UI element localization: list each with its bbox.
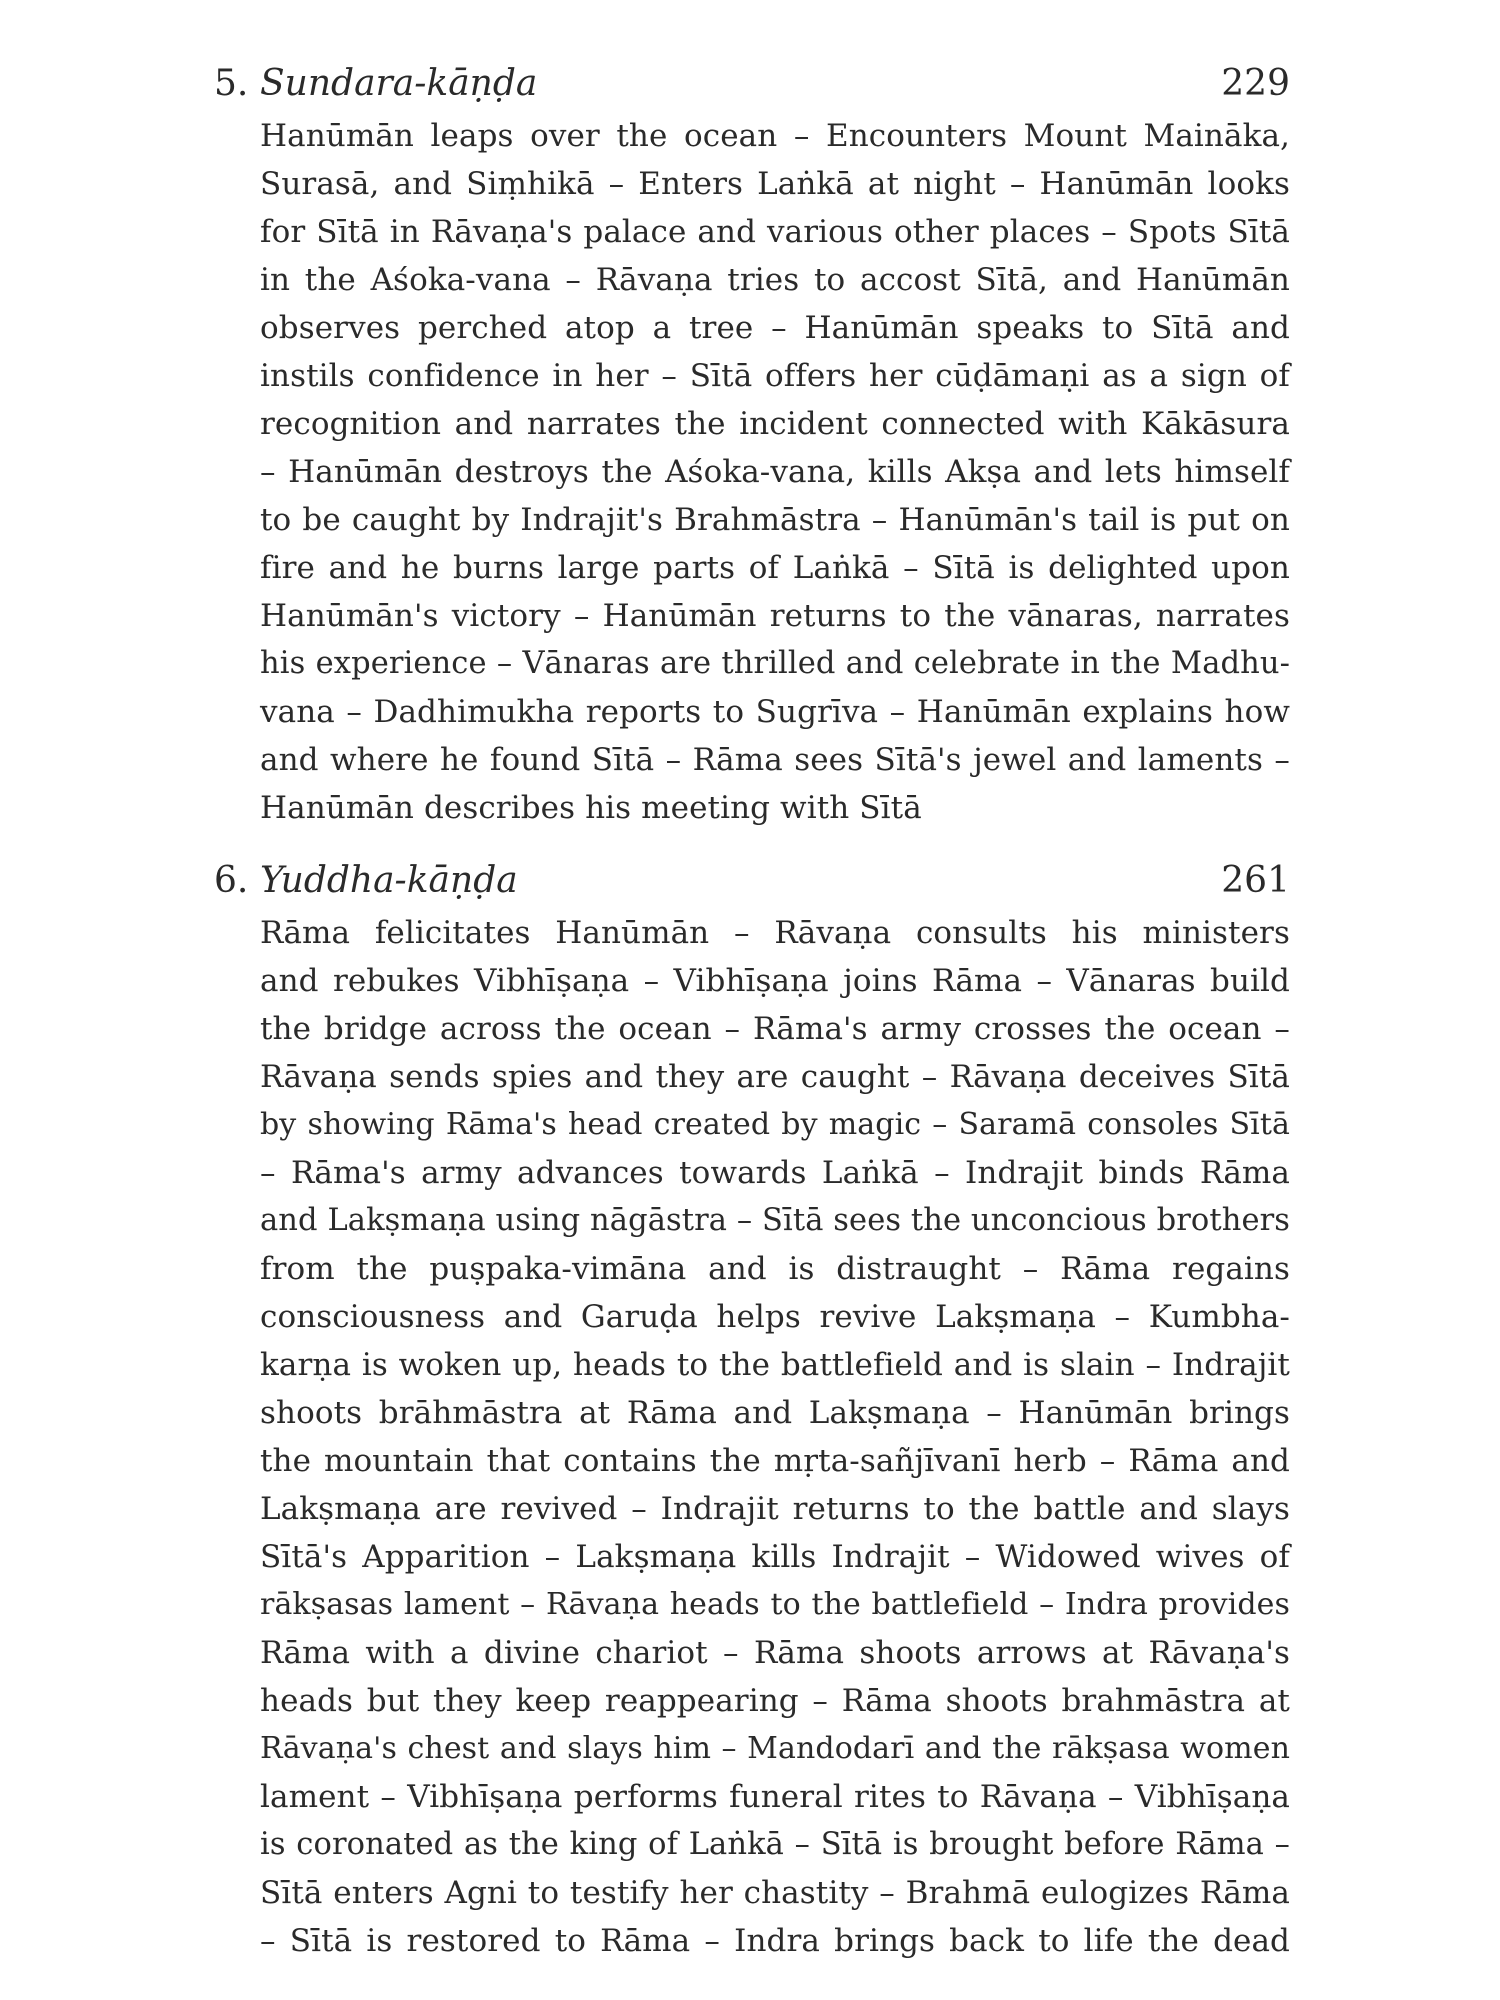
summary-line: the bridge across the ocean – Rāma's army crosses the ocean – [260,1011,1290,1047]
section-title: Sundara-kāṇḍa [260,63,538,104]
summary-line: recognition and narrates the incident connected with Kākāsura [260,406,1290,442]
summary-line: for Sītā in Rāvaṇa's palace and various other places – Spots Sītā [260,214,1290,250]
summary-line: – Hanūmān destroys the Aśoka-vana, kills Akṣa and lets himself [260,454,1290,490]
summary-line: to be caught by Indrajit's Brahmāstra – Hanūmān's tail is put on [260,502,1290,538]
summary-line: Hanūmān describes his meeting with Sītā [260,790,922,826]
summary-line: Sītā enters Agni to testify her chastity – Brahmā eulogizes Rāma [260,1875,1290,1911]
summary-line: and rebukes Vibhīṣaṇa – Vibhīṣaṇa joins Rāma – Vānaras build [260,963,1290,999]
summary-line: the mountain that contains the mṛta-sañjīvanī herb – Rāma and [260,1443,1290,1479]
summary-line: Rāvaṇa's chest and slays him – Mandodarī and the rākṣasa women [260,1731,1290,1766]
summary-line: Rāma with a divine chariot – Rāma shoots arrows at Rāvaṇa's [260,1635,1290,1671]
summary-line: rākṣasas lament – Rāvaṇa heads to the battlefield – Indra provides [260,1587,1290,1622]
summary-line: observes perched atop a tree – Hanūmān speaks to Sītā and [260,310,1290,346]
section-yuddha-kanda [214,855,1290,1965]
section-number: 6. [214,860,249,901]
summary-line: by showing Rāma's head created by magic – Saramā consoles Sītā [260,1107,1290,1142]
summary-line: karṇa is woken up, heads to the battlefield and is slain – Indrajit [260,1347,1290,1383]
summary-line: his experience – Vānaras are thrilled and celebrate in the Madhu- [260,646,1290,681]
summary-line: Rāvaṇa sends spies and they are caught – Rāvaṇa deceives Sītā [260,1059,1290,1095]
page-number: 229 [1221,63,1290,104]
summary-line: – Sītā is restored to Rāma – Indra brings back to life the dead [260,1923,1290,1959]
summary-line: shoots brāhmāstra at Rāma and Lakṣmaṇa – Hanūmān brings [260,1395,1290,1431]
page-number: 261 [1221,860,1290,901]
summary-line: in the Aśoka-vana – Rāvaṇa tries to accost Sītā, and Hanūmān [260,262,1290,298]
section-sundara-kanda [214,58,1290,832]
summary-line: vana – Dadhimukha reports to Sugrīva – Hanūmān explains how [260,694,1290,730]
summary-line: Lakṣmaṇa are revived – Indrajit returns to the battle and slays [260,1491,1290,1527]
section-summary [260,112,1290,832]
summary-line: lament – Vibhīṣaṇa performs funeral rites to Rāvaṇa – Vibhīṣaṇa [260,1779,1290,1815]
summary-line: consciousness and Garuḍa helps revive Lakṣmaṇa – Kumbha- [260,1299,1290,1335]
summary-line: heads but they keep reappearing – Rāma shoots brahmāstra at [260,1683,1290,1719]
summary-line: instils confidence in her – Sītā offers her cūḍāmaṇi as a sign of [260,358,1290,394]
summary-line: from the puṣpaka-vimāna and is distraught – Rāma regains [260,1251,1290,1287]
summary-line: Hanūmān's victory – Hanūmān returns to the vānaras, narrates [260,598,1290,634]
summary-line: and Lakṣmaṇa using nāgāstra – Sītā sees the unconcious brothers [260,1203,1291,1238]
summary-line: Surasā, and Siṃhikā – Enters Laṅkā at night – Hanūmān looks [260,166,1290,202]
summary-line: and where he found Sītā – Rāma sees Sītā's jewel and laments – [260,742,1290,778]
section-summary [260,909,1290,1965]
summary-line: – Rāma's army advances towards Laṅkā – Indrajit binds Rāma [260,1155,1290,1191]
section-number: 5. [214,63,249,104]
section-title: Yuddha-kāṇḍa [260,860,518,901]
summary-line: Hanūmān leaps over the ocean – Encounters Mount Maināka, [260,118,1290,154]
summary-line: Sītā's Apparition – Lakṣmaṇa kills Indrajit – Widowed wives of [260,1539,1290,1575]
summary-line: is coronated as the king of Laṅkā – Sītā is brought before Rāma – [260,1827,1290,1862]
summary-line: fire and he burns large parts of Laṅkā – Sītā is delighted upon [260,550,1290,586]
section-heading [214,58,1290,110]
section-heading [214,855,1290,907]
summary-line: Rāma felicitates Hanūmān – Rāvaṇa consults his ministers [260,915,1290,951]
